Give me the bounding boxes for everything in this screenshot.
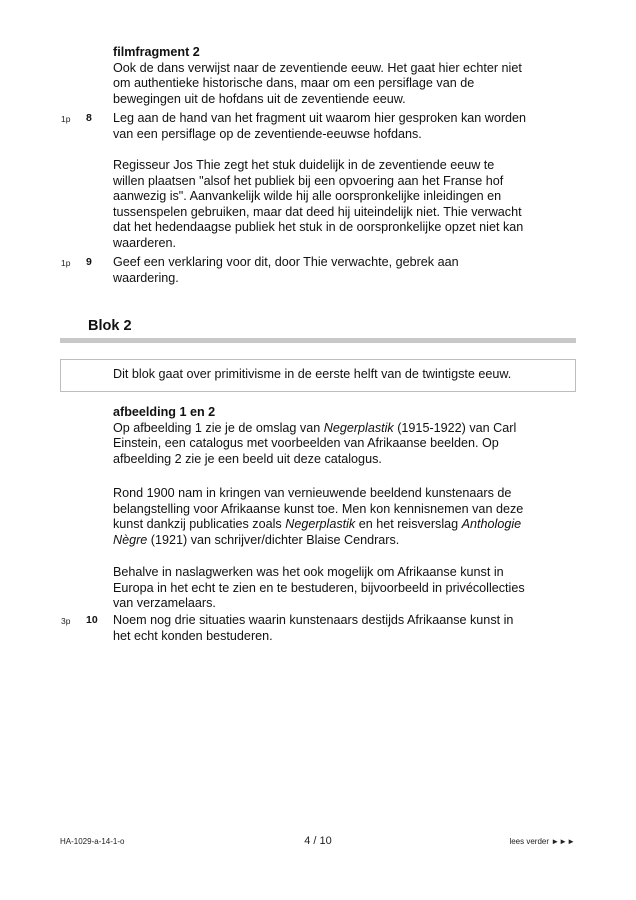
- text-line: Leg aan de hand van het fragment uit waarom hier gesproken kan worden: [113, 111, 527, 125]
- question-9-number: 9: [86, 256, 92, 268]
- question-8-number: 8: [86, 112, 92, 124]
- afbeelding-section: [113, 405, 575, 467]
- question-9-points: 1p: [61, 258, 71, 268]
- text-line: bewegingen uit de hofdans uit de zeventiende eeuw.: [113, 91, 406, 106]
- question-9-text: [113, 255, 575, 286]
- blok-intro-box: [60, 359, 576, 392]
- text-line: Ook de dans verwijst naar de zeventiende eeuw. Het gaat hier echter niet: [113, 60, 522, 75]
- text-line: willen plaatsen "alsof het publiek bij een opvoering aan het Franse hof: [113, 173, 504, 188]
- question-10-number: 10: [86, 614, 98, 626]
- text-line: Geef een verklaring voor dit, door Thie verwachte, gebrek aan: [113, 255, 459, 269]
- text-line: dat het hedendaagse publiek het stuk in de oorspronkelijke opzet niet kan: [113, 220, 524, 235]
- text-line: waardering.: [113, 270, 179, 285]
- text-line: van een persiflage op de zeventiende-eeuwse hofdans.: [113, 126, 422, 141]
- question-8-points: 1p: [61, 114, 71, 124]
- text-line: waarderen.: [113, 235, 177, 250]
- text-line: Nègre (1921) van schrijver/dichter Blaise Cendrars.: [113, 532, 400, 547]
- question-10-points: 3p: [61, 616, 71, 626]
- section-heading: filmfragment 2: [113, 45, 200, 59]
- text-line: aanwezig is". Aanvankelijk wilde hij alle oorspronkelijke inleidingen en: [113, 189, 502, 204]
- paragraph-regisseur: [113, 158, 575, 252]
- text-line: Europa in het echt te zien en te bestuderen, bijvoorbeeld in privécollecties: [113, 580, 525, 595]
- text-line: het echt konden bestuderen.: [113, 628, 273, 643]
- text-line: Regisseur Jos Thie zegt het stuk duidelijk in de zeventiende eeuw te: [113, 158, 495, 172]
- filmfragment-2-section: [113, 45, 575, 107]
- paragraph-rond-1900: [113, 486, 575, 548]
- text-line: Rond 1900 nam in kringen van vernieuwende beeldend kunstenaars de: [113, 486, 512, 500]
- text-line: Op afbeelding 1 zie je de omslag van Negerplastik (1915-1922) van Carl: [113, 420, 517, 435]
- text-line: om authentieke historische dans, maar om een persiflage van de: [113, 76, 475, 91]
- section-heading: afbeelding 1 en 2: [113, 405, 216, 419]
- blok-intro-text: Dit blok gaat over primitivisme in de eerste helft van de twintigste eeuw.: [113, 367, 512, 381]
- blok-divider: [60, 338, 576, 343]
- footer-page-number: 4 / 10: [304, 835, 332, 847]
- text-line: van verzamelaars.: [113, 596, 216, 611]
- text-line: Noem nog drie situaties waarin kunstenaars destijds Afrikaanse kunst in: [113, 613, 514, 627]
- text-line: Einstein, een catalogus met voorbeelden van Afrikaanse beelden. Op: [113, 436, 499, 451]
- footer-exam-code: HA-1029-a-14-1-o: [60, 837, 125, 846]
- text-line: tussenspelen gebruiken, maar dat deed hij uiteindelijk niet. Thie verwacht: [113, 204, 522, 219]
- footer-next-page: lees verder ►►►: [509, 837, 575, 846]
- text-line: Behalve in naslagwerken was het ook mogelijk om Afrikaanse kunst in: [113, 565, 504, 579]
- text-line: belangstelling voor Afrikaanse kunst toe. Men kon kennisnemen van deze: [113, 501, 524, 516]
- text-line: kunst dankzij publicaties zoals Negerplastik en het reisverslag Anthologie: [113, 517, 522, 532]
- question-10-text: [113, 613, 575, 644]
- paragraph-naslagwerken: [113, 565, 575, 612]
- text-line: afbeelding 2 zie je een beeld uit deze catalogus.: [113, 451, 382, 466]
- question-8-text: [113, 111, 575, 142]
- blok-2-title: Blok 2: [88, 318, 132, 334]
